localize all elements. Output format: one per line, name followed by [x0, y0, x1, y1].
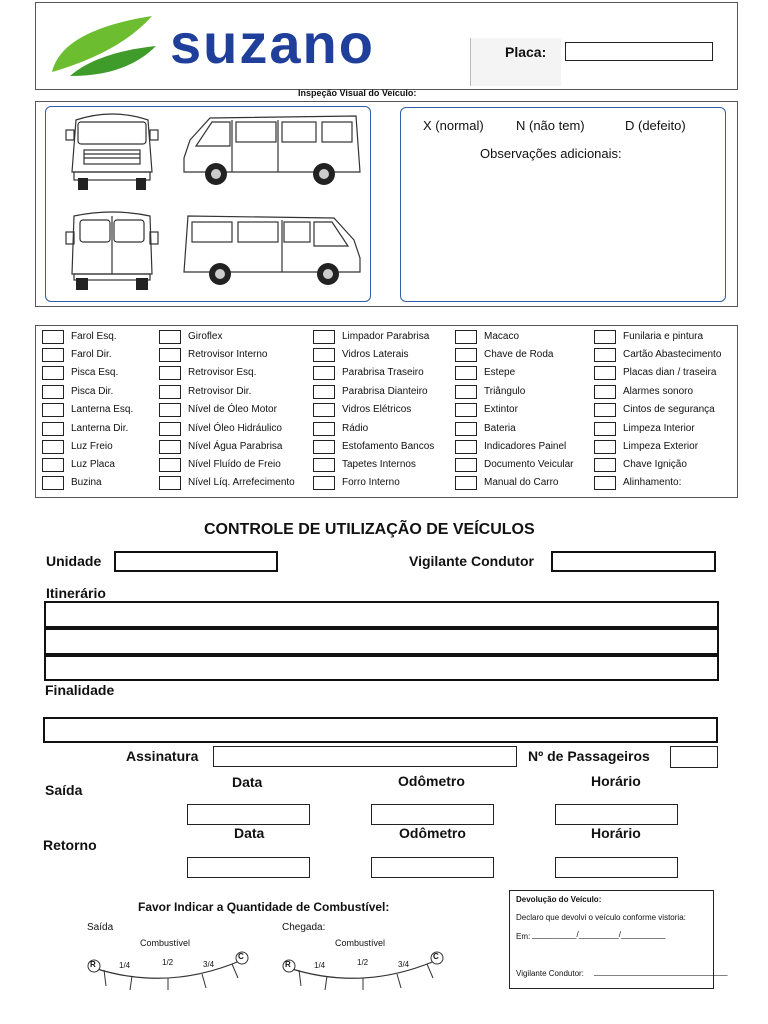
unidade-input[interactable]	[114, 551, 278, 572]
devolucao-em-line[interactable]: __________/_________/__________	[532, 930, 666, 939]
checkbox-col1-6[interactable]	[42, 440, 64, 454]
checkbox-col1-5[interactable]	[42, 422, 64, 436]
checkbox-col1-3[interactable]	[42, 385, 64, 399]
checkbox-col4-6[interactable]	[455, 440, 477, 454]
checklist-item-label: Nível de Óleo Motor	[188, 404, 277, 415]
van-side-left-icon	[180, 208, 364, 292]
itinerario-input-3[interactable]	[44, 655, 719, 681]
legend-nao-tem: N (não tem)	[516, 118, 585, 133]
fuel-r-marker: R	[285, 960, 291, 969]
finalidade-input[interactable]	[43, 717, 718, 743]
retorno-data-input[interactable]	[187, 857, 310, 878]
devolucao-em-label: Em:	[516, 932, 531, 941]
controle-title: CONTROLE DE UTILIZAÇÃO DE VEÍCULOS	[204, 521, 535, 538]
vigilante-condutor-label: Vigilante Condutor	[409, 553, 534, 569]
checkbox-col3-0[interactable]	[313, 330, 335, 344]
retorno-odometro-input[interactable]	[371, 857, 494, 878]
checklist-item-label: Luz Placa	[71, 459, 115, 470]
fuel-three-quarter: 3/4	[398, 960, 410, 969]
checkbox-col3-8[interactable]	[313, 476, 335, 490]
checkbox-col5-8[interactable]	[594, 476, 616, 490]
checkbox-col1-4[interactable]	[42, 403, 64, 417]
fuel-gauge-label: Combustível	[335, 938, 386, 948]
saida-odometro-input[interactable]	[371, 804, 494, 825]
checklist-item-label: Funilaria e pintura	[623, 331, 704, 342]
checklist-item-label: Tapetes Internos	[342, 459, 416, 470]
checklist-item-label: Limpeza Exterior	[623, 441, 699, 452]
fuel-gauge-chegada	[277, 936, 449, 992]
checkbox-col3-1[interactable]	[313, 348, 335, 362]
checkbox-col1-7[interactable]	[42, 458, 64, 472]
fuel-three-quarter: 3/4	[203, 960, 215, 969]
checklist-item-label: Forro Interno	[342, 477, 400, 488]
devolucao-vigilante-line[interactable]: ______________________________	[594, 967, 728, 976]
checklist-item-label: Nível Líq. Arrefecimento	[188, 477, 295, 488]
saida-data-input[interactable]	[187, 804, 310, 825]
checkbox-col2-6[interactable]	[159, 440, 181, 454]
checkbox-col1-0[interactable]	[42, 330, 64, 344]
unidade-label: Unidade	[46, 553, 102, 569]
saida-label: Saída	[45, 782, 83, 798]
fuel-gauge-saida	[82, 936, 254, 992]
checklist-item-label: Nível Óleo Hidráulico	[188, 423, 282, 434]
combustivel-title: Favor Indicar a Quantidade de Combustível:	[138, 900, 390, 914]
observacoes-frame[interactable]	[400, 107, 726, 302]
checkbox-col4-4[interactable]	[455, 403, 477, 417]
retorno-label: Retorno	[43, 837, 97, 853]
checkbox-col3-3[interactable]	[313, 385, 335, 399]
checklist-item-label: Lanterna Esq.	[71, 404, 134, 415]
checklist-item-label: Retrovisor Dir.	[188, 386, 252, 397]
checklist-item-label: Limpador Parabrisa	[342, 331, 430, 342]
passageiros-input[interactable]	[670, 746, 718, 768]
devolucao-declaro: Declaro que devolvi o veículo conforme vistoria:	[516, 913, 686, 922]
checklist-item-label: Pisca Dir.	[71, 386, 114, 397]
checkbox-col3-7[interactable]	[313, 458, 335, 472]
van-rear-icon	[64, 208, 160, 292]
checklist-item-label: Placas dian / traseira	[623, 367, 717, 378]
checkbox-col4-0[interactable]	[455, 330, 477, 344]
checklist-item-label: Macaco	[484, 331, 520, 342]
checklist-item-label: Alinhamento:	[623, 477, 682, 488]
checklist-item-label: Lanterna Dir.	[71, 423, 129, 434]
checklist-item-label: Indicadores Painel	[484, 441, 567, 452]
fuel-quarter: 1/4	[119, 961, 131, 970]
checkbox-col5-3[interactable]	[594, 385, 616, 399]
checkbox-col4-7[interactable]	[455, 458, 477, 472]
checklist-item-label: Nível Água Parabrisa	[188, 441, 283, 452]
observacoes-label: Observações adicionais:	[480, 146, 622, 161]
checklist-item-label: Buzina	[71, 477, 102, 488]
checkbox-col5-6[interactable]	[594, 440, 616, 454]
checkbox-col3-6[interactable]	[313, 440, 335, 454]
fuel-quarter: 1/4	[314, 961, 326, 970]
fuel-half: 1/2	[357, 958, 369, 967]
checkbox-col2-3[interactable]	[159, 385, 181, 399]
checklist-item-label: Parabrisa Dianteiro	[342, 386, 428, 397]
checklist-item-label: Chave Ignição	[623, 459, 687, 470]
checklist-item-label: Bateria	[484, 423, 516, 434]
checkbox-col1-1[interactable]	[42, 348, 64, 362]
retorno-odometro-label: Odômetro	[399, 825, 466, 841]
checkbox-col5-1[interactable]	[594, 348, 616, 362]
combustivel-chegada-label: Chegada:	[282, 922, 326, 933]
checklist-item-label: Limpeza Interior	[623, 423, 695, 434]
checklist-item-label: Pisca Esq.	[71, 367, 119, 378]
inspecao-title: Inspeção Visual do Veículo:	[298, 88, 417, 98]
retorno-horario-input[interactable]	[555, 857, 678, 878]
combustivel-saida-label: Saída	[87, 922, 114, 933]
checkbox-col5-5[interactable]	[594, 422, 616, 436]
checklist-item-label: Vidros Laterais	[342, 349, 409, 360]
checklist-item-label: Farol Esq.	[71, 331, 117, 342]
checkbox-col3-4[interactable]	[313, 403, 335, 417]
itinerario-input-1[interactable]	[44, 601, 719, 628]
checklist-item-label: Documento Veicular	[484, 459, 574, 470]
checkbox-col5-2[interactable]	[594, 366, 616, 380]
saida-horario-label: Horário	[591, 773, 641, 789]
checkbox-col3-2[interactable]	[313, 366, 335, 380]
van-side-right-icon	[180, 110, 364, 192]
checkbox-col2-1[interactable]	[159, 348, 181, 362]
placa-input[interactable]	[565, 42, 713, 61]
checklist-item-label: Nível Fluído de Freio	[188, 459, 281, 470]
legend-normal: X (normal)	[423, 118, 484, 133]
saida-horario-input[interactable]	[555, 804, 678, 825]
assinatura-input[interactable]	[213, 746, 517, 767]
checklist-item-label: Estepe	[484, 367, 516, 378]
checklist-item-label: Chave de Roda	[484, 349, 554, 360]
checklist-item-label: Cartão Abastecimento	[623, 349, 722, 360]
checkbox-col1-8[interactable]	[42, 476, 64, 490]
checkbox-col5-7[interactable]	[594, 458, 616, 472]
fuel-gauge-label: Combustível	[140, 938, 191, 948]
van-front-icon	[64, 110, 160, 192]
checklist-item-label: Giroflex	[188, 331, 223, 342]
brand-name: suzano	[170, 12, 375, 75]
checklist-item-label: Manual do Carro	[484, 477, 559, 488]
vigilante-condutor-input[interactable]	[551, 551, 716, 572]
fuel-half: 1/2	[162, 958, 174, 967]
checklist-item-label: Retrovisor Interno	[188, 349, 268, 360]
checklist-item-label: Rádio	[342, 423, 369, 434]
checklist-item-label: Farol Dir.	[71, 349, 112, 360]
checkbox-col4-5[interactable]	[455, 422, 477, 436]
finalidade-label: Finalidade	[45, 682, 115, 698]
checkbox-col4-1[interactable]	[455, 348, 477, 362]
checklist-item-label: Luz Freio	[71, 441, 113, 452]
devolucao-title: Devolução do Veículo:	[516, 895, 602, 904]
placa-label: Placa:	[505, 44, 547, 60]
checkbox-col5-0[interactable]	[594, 330, 616, 344]
saida-odometro-label: Odômetro	[398, 773, 465, 789]
checkbox-col5-4[interactable]	[594, 403, 616, 417]
retorno-horario-label: Horário	[591, 825, 641, 841]
passageiros-label: Nº de Passageiros	[528, 748, 650, 764]
checklist-item-label: Cintos de segurança	[623, 404, 715, 415]
checkbox-col4-8[interactable]	[455, 476, 477, 490]
checkbox-col1-2[interactable]	[42, 366, 64, 380]
checkbox-col2-7[interactable]	[159, 458, 181, 472]
fuel-r-marker: R	[90, 960, 96, 969]
fuel-c-marker: C	[433, 952, 439, 961]
checkbox-col4-2[interactable]	[455, 366, 477, 380]
legend-defeito: D (defeito)	[625, 118, 686, 133]
checklist-item-label: Vidros Elétricos	[342, 404, 412, 415]
checkbox-col2-8[interactable]	[159, 476, 181, 490]
checkbox-col2-5[interactable]	[159, 422, 181, 436]
itinerario-input-2[interactable]	[44, 628, 719, 655]
checklist-item-label: Parabrisa Traseiro	[342, 367, 424, 378]
checkbox-col4-3[interactable]	[455, 385, 477, 399]
checklist-item-label: Extintor	[484, 404, 518, 415]
checklist-item-label: Alarmes sonoro	[623, 386, 694, 397]
checkbox-col2-2[interactable]	[159, 366, 181, 380]
checklist-item-label: Estofamento Bancos	[342, 441, 435, 452]
checkbox-col3-5[interactable]	[313, 422, 335, 436]
fuel-c-marker: C	[238, 952, 244, 961]
retorno-data-label: Data	[234, 825, 265, 841]
assinatura-label: Assinatura	[126, 748, 199, 764]
saida-data-label: Data	[232, 774, 263, 790]
itinerario-label: Itinerário	[46, 585, 106, 601]
checklist-item-label: Triângulo	[484, 386, 526, 397]
devolucao-vigilante-label: Vigilante Condutor:	[516, 969, 584, 978]
checkbox-col2-0[interactable]	[159, 330, 181, 344]
checkbox-col2-4[interactable]	[159, 403, 181, 417]
checklist-item-label: Retrovisor Esq.	[188, 367, 257, 378]
